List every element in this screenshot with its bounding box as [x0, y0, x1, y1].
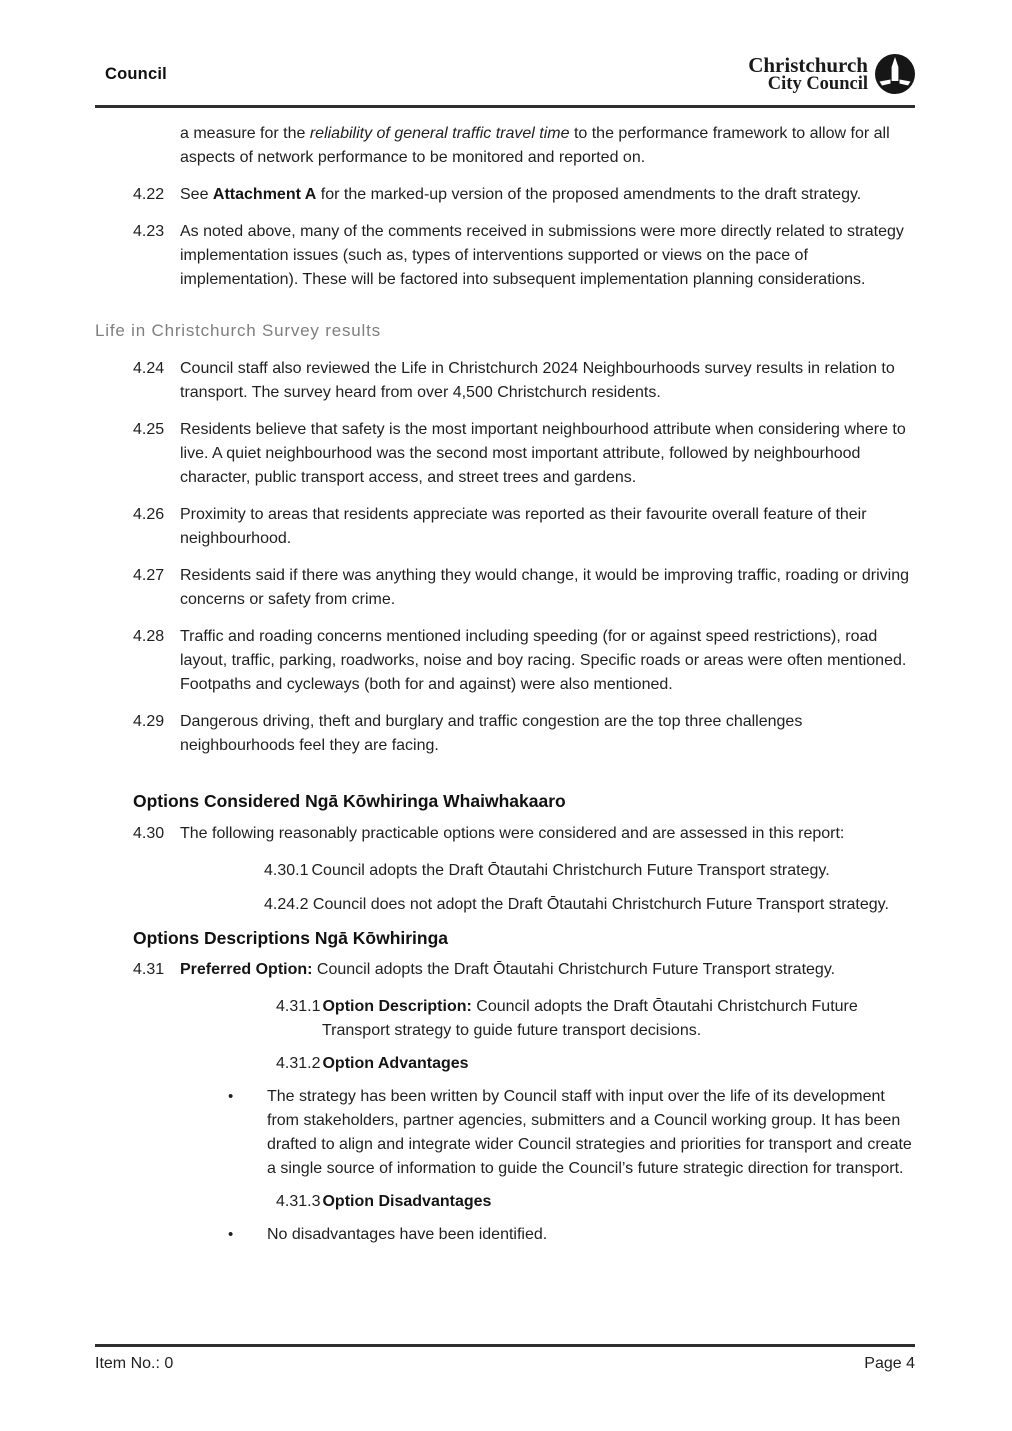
section-heading-options-considered: Options Considered Ngā Kōwhiringa Whaiwhakaaro [133, 791, 566, 811]
page-footer [95, 1344, 915, 1376]
paragraph-number: 4.30 [133, 825, 165, 842]
text-run-bold: Option Disadvantages [322, 1193, 492, 1210]
paragraph-text [180, 958, 915, 982]
paragraph-text: As noted above, many of the comments received in submissions were more directly related to strategy implementation issues (such as, types of interventions supported or views on the pace of implementation). These will be factored into subsequent implementation planning considerations. [180, 223, 904, 288]
ccc-logo-line1: Christchurch [748, 52, 868, 77]
paragraph-number: 4.22 [133, 186, 165, 203]
text-run-bold: Option Description: [322, 998, 472, 1015]
numbered-paragraph-4-30 [95, 822, 915, 846]
document-type-label: Council [105, 65, 167, 83]
paragraph-number: 4.28 [133, 628, 165, 645]
paragraph-text: Proximity to areas that residents appreciate was reported as their favourite overall feature of their neighbourhood. [180, 506, 867, 547]
text-run-bold: Option Advantages [322, 1055, 469, 1072]
sub-paragraph-4-31-1 [276, 995, 915, 1043]
text-run-bold: Attachment A [212, 186, 317, 203]
sub-paragraph-number: 4.30.1 [264, 862, 309, 879]
paragraph-number: 4.27 [133, 567, 165, 584]
paragraph-text [180, 183, 915, 207]
document-body [95, 122, 915, 1247]
text-run-bold: Preferred Option: [180, 961, 313, 978]
numbered-paragraph-4-25 [95, 418, 915, 490]
ccc-logo-line2: City Council [767, 73, 868, 94]
text-run: to the performance framework to allow for all aspects of network performance to be monitored and reported on. [180, 125, 890, 166]
numbered-paragraph-4-27 [95, 564, 915, 612]
paragraph-number: 4.24 [133, 360, 165, 377]
text-run: a measure for the [180, 125, 310, 142]
advantage-bullet-item [95, 1085, 915, 1181]
paragraph-text: Council staff also reviewed the Life in Christchurch 2024 Neighbourhoods survey results in relation to transport. The survey heard from over 4,500 Christchurch residents. [180, 360, 895, 401]
numbered-paragraph-4-24 [95, 357, 915, 405]
paragraph-text: Residents said if there was anything they would change, it would be improving traffic, roading or driving concerns or safety from crime. [180, 567, 909, 608]
paragraph-number: 4.29 [133, 713, 165, 730]
sub-paragraph-4-31-3 [276, 1190, 915, 1214]
bullet-icon: • [228, 1226, 234, 1243]
ccc-logo [748, 54, 915, 94]
subsection-heading-survey: Life in Christchurch Survey results [95, 321, 381, 340]
numbered-paragraph-4-26 [95, 503, 915, 551]
footer-item-number: Item No.: 0 [95, 1355, 174, 1372]
text-run: for the marked-up version of the proposed amendments to the draft strategy. [316, 186, 862, 203]
bullet-icon: • [228, 1088, 234, 1105]
paragraph-number: 4.31 [133, 961, 165, 978]
sub-paragraph-number: 4.31.1 [276, 998, 321, 1015]
paragraph-text: Residents believe that safety is the most important neighbourhood attribute when considering where to live. A quiet neighbourhood was the second most important attribute, followed by neighbourhood character, public transport access, and street trees and gardens. [180, 421, 906, 486]
sub-paragraph-number: 4.31.3 [276, 1193, 321, 1210]
numbered-paragraph-4-31 [95, 958, 915, 982]
cathedral-logo-icon [875, 54, 915, 94]
text-run: Council adopts the Draft Ōtautahi Christchurch Future Transport strategy. [312, 961, 836, 978]
text-run: Council adopts the Draft Ōtautahi Christchurch Future Transport strategy to guide future transport decisions. [322, 998, 858, 1039]
bullet-text: The strategy has been written by Council staff with input over the life of its development from stakeholders, partner agencies, submitters and a Council working group. It has been drafted to align and integrate wider Council strategies and priorities for transport and create a single source of information to guide the Council’s future strategic direction for transport. [267, 1088, 912, 1177]
header-divider [95, 105, 915, 108]
numbered-paragraph-4-28 [95, 625, 915, 697]
paragraph-number: 4.26 [133, 506, 165, 523]
section-heading-options-descriptions: Options Descriptions Ngā Kōwhiringa [133, 928, 449, 948]
sub-paragraph-number: 4.31.2 [276, 1055, 321, 1072]
sub-paragraph-4-24-2: 4.24.2 Council does not adopt the Draft Ōtautahi Christchurch Future Transport strategy. [264, 896, 889, 913]
paragraph-continuation [180, 122, 915, 170]
paragraph-text: The following reasonably practicable options were considered and are assessed in this report: [180, 825, 845, 842]
text-run-italic: reliability of general traffic travel time [309, 125, 570, 142]
paragraph-text: Dangerous driving, theft and burglary and traffic congestion are the top three challenges neighbourhoods feel they are facing. [180, 713, 803, 754]
numbered-paragraph-4-29 [95, 710, 915, 758]
sub-paragraph-text: Council adopts the Draft Ōtautahi Christchurch Future Transport strategy. [311, 862, 830, 879]
paragraph-text: Traffic and roading concerns mentioned including speeding (for or against speed restrictions), road layout, traffic, parking, roadworks, noise and boy racing. Specific roads or areas were often mentioned. Footpaths and cycleways (both for and against) were also mentioned. [180, 628, 907, 693]
paragraph-number: 4.25 [133, 421, 165, 438]
sub-paragraph-4-30-1 [264, 859, 915, 883]
numbered-paragraph-4-22 [95, 183, 915, 207]
disadvantage-bullet-item [95, 1223, 915, 1247]
text-run: See [180, 186, 213, 203]
page-header [95, 54, 915, 94]
paragraph-number: 4.23 [133, 223, 165, 240]
sub-paragraph-4-31-2 [276, 1052, 915, 1076]
footer-page-number: Page 4 [864, 1355, 915, 1372]
ccc-logo-text [748, 52, 868, 94]
bullet-text: No disadvantages have been identified. [267, 1226, 548, 1243]
numbered-paragraph-4-23 [95, 220, 915, 292]
